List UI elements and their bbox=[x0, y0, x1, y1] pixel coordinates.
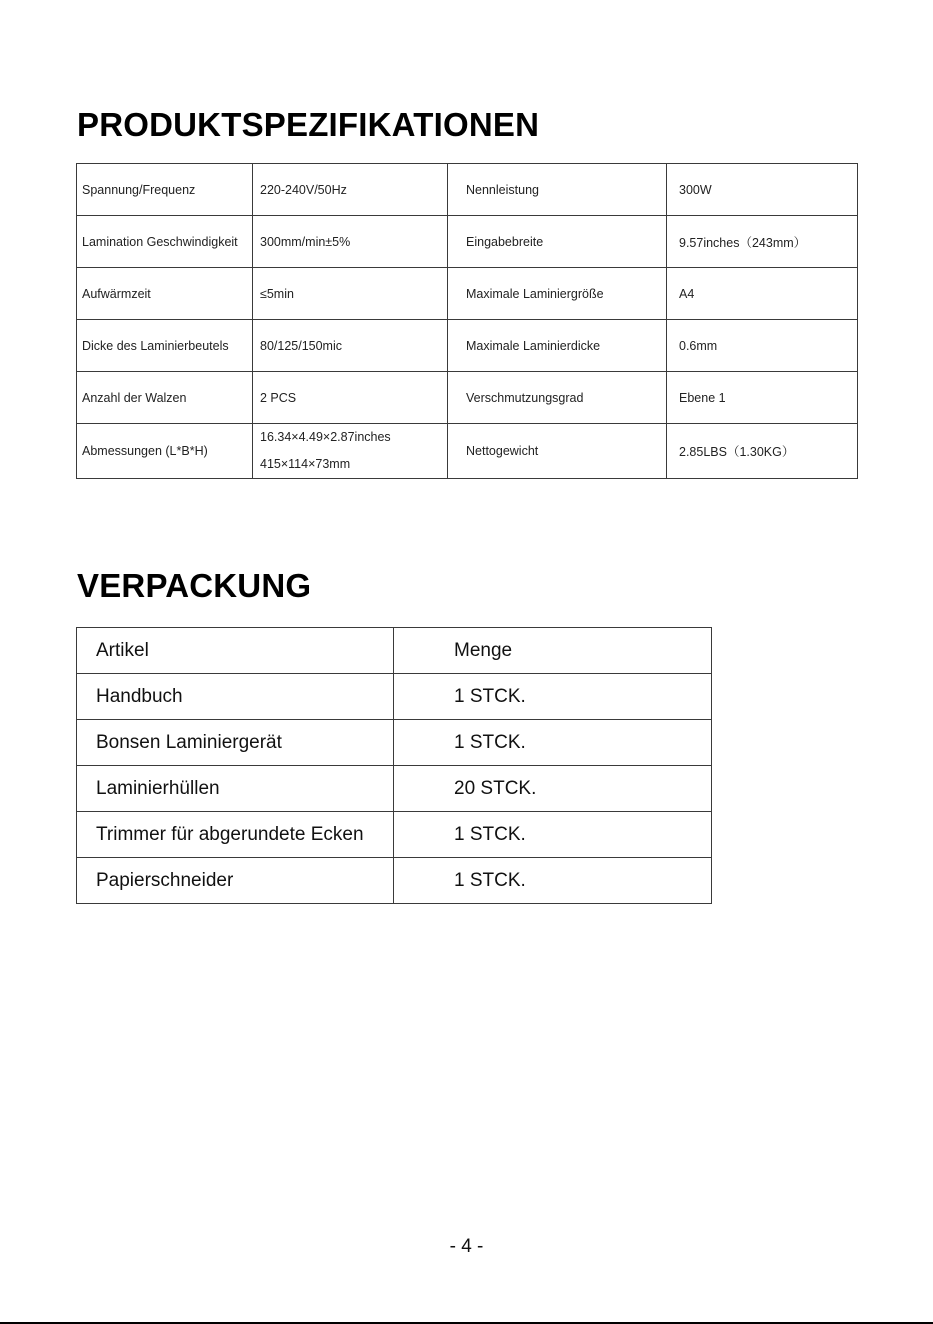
item-quantity: 20 STCK. bbox=[394, 766, 712, 812]
item-name: Papierschneider bbox=[77, 858, 394, 904]
packaging-header-row bbox=[77, 628, 712, 674]
item-name: Laminierhüllen bbox=[77, 766, 394, 812]
table-row bbox=[77, 812, 712, 858]
spec-value: 2.85LBS（1.30KG） bbox=[667, 424, 858, 479]
spec-row bbox=[77, 320, 858, 372]
item-quantity: 1 STCK. bbox=[394, 674, 712, 720]
spec-label: Eingabebreite bbox=[448, 216, 667, 268]
spec-value: 9.57inches（243mm） bbox=[667, 216, 858, 268]
spec-value: 2 PCS bbox=[253, 372, 448, 424]
spec-label: Aufwärmzeit bbox=[77, 268, 253, 320]
item-quantity: 1 STCK. bbox=[394, 812, 712, 858]
table-row bbox=[77, 858, 712, 904]
column-header-quantity: Menge bbox=[394, 628, 712, 674]
spec-value: 80/125/150mic bbox=[253, 320, 448, 372]
item-name: Trimmer für abgerundete Ecken bbox=[77, 812, 394, 858]
spec-value: ≤5min bbox=[253, 268, 448, 320]
spec-table bbox=[76, 163, 858, 479]
spec-label: Anzahl der Walzen bbox=[77, 372, 253, 424]
spec-value: Ebene 1 bbox=[667, 372, 858, 424]
dimensions-mm: 415×114×73mm bbox=[260, 457, 351, 471]
item-name: Handbuch bbox=[77, 674, 394, 720]
item-quantity: 1 STCK. bbox=[394, 720, 712, 766]
spec-row bbox=[77, 268, 858, 320]
spec-label: Lamination Geschwindigkeit bbox=[77, 216, 253, 268]
page-number: - 4 - bbox=[449, 1236, 484, 1257]
spec-value: 300mm/min±5% bbox=[253, 216, 448, 268]
spec-label: Nennleistung bbox=[448, 164, 667, 216]
spec-row bbox=[77, 164, 858, 216]
spec-label: Dicke des Laminierbeutels bbox=[77, 320, 253, 372]
spec-value: 0.6mm bbox=[667, 320, 858, 372]
spec-value: 220-240V/50Hz bbox=[253, 164, 448, 216]
spec-value: A4 bbox=[667, 268, 858, 320]
packaging-heading: VERPACKUNG bbox=[77, 567, 312, 604]
table-row bbox=[77, 674, 712, 720]
table-row bbox=[77, 720, 712, 766]
spec-label: Maximale Laminiergröße bbox=[448, 268, 667, 320]
dimensions-inches: 16.34×4.49×2.87inches bbox=[260, 430, 391, 444]
spec-value-dimensions bbox=[253, 424, 448, 479]
packaging-table bbox=[76, 627, 712, 904]
table-row bbox=[77, 766, 712, 812]
spec-heading: PRODUKTSPEZIFIKATIONEN bbox=[77, 106, 540, 143]
item-name: Bonsen Laminiergerät bbox=[77, 720, 394, 766]
spec-label: Verschmutzungsgrad bbox=[448, 372, 667, 424]
spec-row bbox=[77, 424, 858, 479]
column-header-item: Artikel bbox=[77, 628, 394, 674]
spec-label: Nettogewicht bbox=[448, 424, 667, 479]
spec-row bbox=[77, 372, 858, 424]
item-quantity: 1 STCK. bbox=[394, 858, 712, 904]
spec-value: 300W bbox=[667, 164, 858, 216]
spec-row bbox=[77, 216, 858, 268]
spec-label: Spannung/Frequenz bbox=[77, 164, 253, 216]
spec-label: Maximale Laminierdicke bbox=[448, 320, 667, 372]
spec-label: Abmessungen (L*B*H) bbox=[77, 424, 253, 479]
